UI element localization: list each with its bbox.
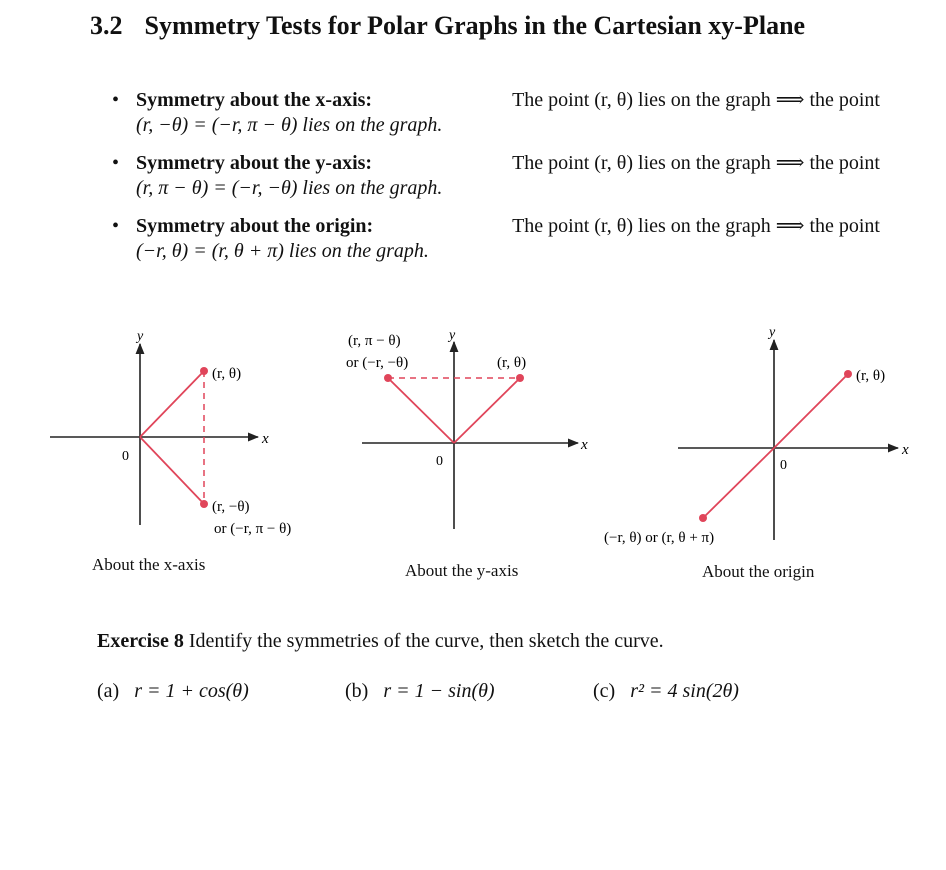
rule-label: Symmetry about the x-axis: bbox=[136, 89, 373, 111]
y-axis-label: y bbox=[769, 325, 776, 340]
part-expression: r = 1 − sin(θ) bbox=[383, 680, 495, 702]
ray-line bbox=[140, 371, 204, 437]
y-axis-label: y bbox=[449, 328, 456, 343]
rule-label: Symmetry about the y-axis: bbox=[136, 152, 373, 174]
exercise-part-b bbox=[345, 680, 495, 703]
origin-label: 0 bbox=[436, 454, 443, 469]
caption-origin: About the origin bbox=[702, 562, 815, 581]
rule-continuation: (−r, θ) = (r, θ + π) lies on the graph. bbox=[136, 240, 429, 262]
exercise-part-c bbox=[593, 680, 739, 703]
reflected-point-label: (r, −θ) bbox=[212, 499, 250, 515]
rule-text: The point (r, θ) lies on the graph ⟹ the point bbox=[512, 215, 880, 237]
reflected-point-label-alt: or (−r, π − θ) bbox=[214, 521, 292, 537]
caption-y-axis: About the y-axis bbox=[405, 561, 519, 580]
figure-origin bbox=[604, 325, 909, 546]
reflected-ray-line bbox=[703, 448, 774, 518]
part-tag: (a) bbox=[97, 680, 120, 702]
rule-origin bbox=[110, 214, 880, 264]
rule-label: Symmetry about the origin: bbox=[136, 215, 374, 237]
rule-text: The point (r, θ) lies on the graph ⟹ the point bbox=[512, 89, 880, 111]
rule-text: The point (r, θ) lies on the graph ⟹ the point bbox=[512, 152, 880, 174]
exercise-text: Identify the symmetries of the curve, then sketch the curve. bbox=[188, 630, 664, 652]
caption-x-axis: About the x-axis bbox=[92, 555, 206, 574]
symmetry-rules-list bbox=[110, 88, 880, 277]
point-marker bbox=[844, 370, 852, 378]
part-tag: (b) bbox=[345, 680, 369, 702]
ray-line bbox=[774, 374, 848, 448]
reflected-point-label: (r, π − θ) bbox=[348, 333, 401, 349]
exercise-part-a bbox=[97, 680, 249, 703]
section-title: Symmetry Tests for Polar Graphs in the Cartesian xy-Plane bbox=[144, 11, 806, 40]
reflected-point-marker bbox=[200, 500, 208, 508]
origin-label: 0 bbox=[780, 458, 787, 473]
exercise-label: Exercise 8 bbox=[97, 630, 184, 652]
rule-continuation: (r, −θ) = (−r, π − θ) lies on the graph. bbox=[136, 114, 443, 136]
part-expression: r = 1 + cos(θ) bbox=[134, 680, 249, 702]
x-axis-label: x bbox=[581, 437, 588, 453]
point-label: (r, θ) bbox=[212, 366, 242, 382]
x-axis-label: x bbox=[262, 431, 269, 447]
reflected-point-label-alt: or (−r, −θ) bbox=[346, 355, 409, 371]
reflected-ray-line bbox=[140, 437, 204, 504]
rule-x-axis bbox=[110, 88, 880, 138]
part-expression: r² = 4 sin(2θ) bbox=[630, 680, 739, 702]
reflected-point-marker bbox=[699, 514, 707, 522]
section-number: 3.2 bbox=[90, 11, 123, 40]
figure-y-axis bbox=[346, 328, 588, 529]
x-axis-label: x bbox=[902, 442, 909, 458]
section-heading bbox=[90, 10, 890, 42]
exercise-statement bbox=[97, 630, 664, 653]
rule-continuation: (r, π − θ) = (−r, −θ) lies on the graph. bbox=[136, 177, 443, 199]
ray-line bbox=[454, 378, 520, 443]
rule-y-axis bbox=[110, 151, 880, 201]
reflected-point-label: (−r, θ) or (r, θ + π) bbox=[604, 530, 715, 546]
point-marker bbox=[200, 367, 208, 375]
point-marker bbox=[516, 374, 524, 382]
figure-x-axis bbox=[50, 329, 291, 537]
bullet-icon: • bbox=[112, 152, 120, 174]
part-tag: (c) bbox=[593, 680, 616, 702]
bullet-icon: • bbox=[112, 89, 120, 111]
point-label: (r, θ) bbox=[856, 368, 886, 384]
reflected-ray-line bbox=[388, 378, 454, 443]
y-axis-label: y bbox=[137, 329, 144, 344]
bullet-icon: • bbox=[112, 215, 120, 237]
origin-label: 0 bbox=[122, 449, 129, 464]
reflected-point-marker bbox=[384, 374, 392, 382]
point-label: (r, θ) bbox=[497, 355, 527, 371]
